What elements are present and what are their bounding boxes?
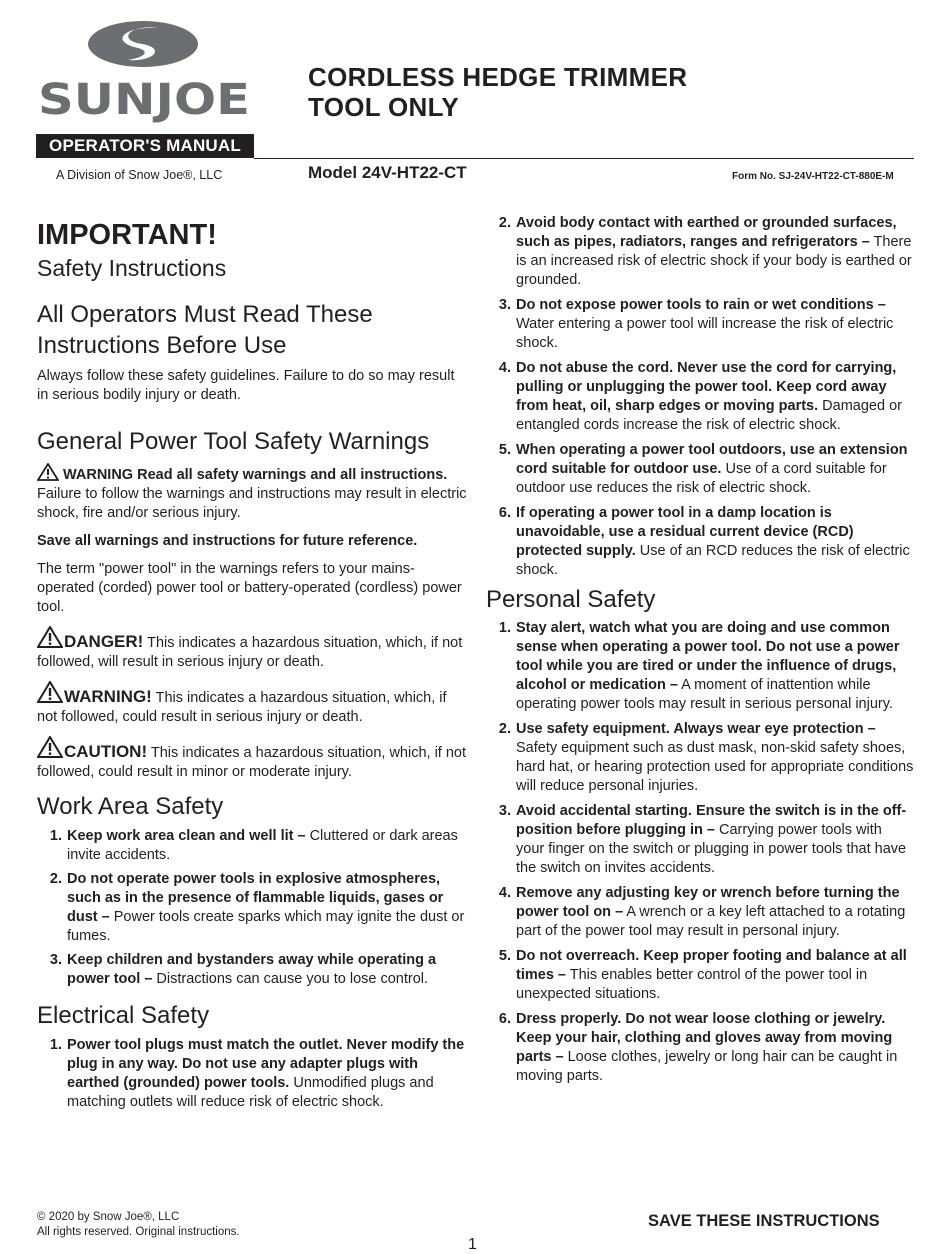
warning-triangle-icon — [37, 463, 59, 481]
form-number: Form No. SJ-24V-HT22-CT-880E-M — [732, 171, 894, 182]
list-item-bold: Avoid body contact with earthed or grounded surfaces, such as pipes, radiators, ranges and refrigerators – — [516, 215, 897, 250]
title-line-1: CORDLESS HEDGE TRIMMER — [308, 62, 688, 92]
list-item-number: 3. — [498, 297, 511, 313]
svg-text:SUNJOE: SUNJOE — [38, 75, 250, 125]
list-item-bold: Use safety equipment. Always wear eye protection – — [516, 721, 876, 737]
warning-read-all — [37, 463, 467, 523]
division-text: A Division of Snow Joe®, LLC — [56, 168, 223, 182]
list-item-number: 5. — [498, 442, 511, 458]
list-item — [37, 951, 467, 989]
sunjoe-logo — [38, 18, 258, 130]
caution-triangle-icon — [37, 736, 63, 758]
list-item-bold: Remove any adjusting key or wrench before turning the power tool on – — [516, 885, 900, 920]
left-column — [37, 216, 467, 1112]
danger-word: DANGER! — [64, 632, 144, 651]
list-item-number: 3. — [49, 952, 62, 968]
list-item — [486, 359, 914, 435]
list-item-number: 6. — [498, 505, 511, 521]
copyright-text: © 2020 by Snow Joe®, LLC — [37, 1211, 180, 1223]
list-item — [486, 947, 914, 1004]
warning-signal-triangle-icon — [37, 681, 63, 703]
warning-read-all-text: Failure to follow the warnings and instructions may result in electric shock, fire and/or serious injury. — [37, 486, 467, 521]
list-item — [486, 1010, 914, 1086]
list-item — [37, 870, 467, 946]
list-item-number: 1. — [49, 828, 62, 844]
header-rule — [254, 158, 914, 159]
list-item-text: Distractions can cause you to lose control. — [152, 971, 429, 987]
list-item-number: 5. — [498, 948, 511, 964]
caution-definition — [37, 736, 467, 782]
list-item-text: Loose clothes, jewelry or long hair can be caught in moving parts. — [516, 1049, 898, 1084]
caution-word: CAUTION! — [64, 742, 148, 761]
list-item-bold: If operating a power tool in a damp location is unavoidable, use a residual current device (RCD) protected supply. — [516, 505, 854, 559]
list-item-bold: Keep children and bystanders away while operating a power tool – — [67, 952, 437, 987]
list-item-bold: Do not overreach. Keep proper footing and balance at all times – — [516, 948, 907, 983]
list-item-text: A moment of inattention while operating power tools may result in serious personal injury. — [516, 677, 893, 712]
list-item-text: Safety equipment such as dust mask, non-skid safety shoes, hard hat, or hearing protection used for appropriate conditions will reduce personal injuries. — [516, 740, 914, 794]
work-area-heading: Work Area Safety — [37, 793, 224, 820]
footer-copyright — [37, 1210, 240, 1240]
list-item-text: Power tools create sparks which may ignite the dust or fumes. — [67, 909, 465, 944]
warning-definition — [37, 681, 467, 727]
danger-definition — [37, 626, 467, 672]
list-item-number: 1. — [498, 620, 511, 636]
personal-safety-list — [486, 619, 914, 1086]
page-number: 1 — [468, 1236, 477, 1253]
work-area-list — [37, 827, 467, 989]
safety-instructions-heading: Safety Instructions — [37, 255, 227, 281]
list-item-number: 2. — [49, 871, 62, 887]
right-column — [486, 214, 914, 1086]
power-tool-term: The term "power tool" in the warnings refers to your mains-operated (corded) power tool or battery-operated (cordless) power tool. — [37, 561, 462, 615]
warning-text: This indicates a hazardous situation, which, if not followed, could result in serious injury or death. — [37, 690, 447, 725]
warning-word: WARNING! — [64, 687, 152, 706]
list-item — [486, 441, 914, 498]
list-item-number: 6. — [498, 1011, 511, 1027]
list-item-number: 4. — [498, 360, 511, 376]
list-item-number: 2. — [498, 215, 511, 231]
list-item-bold: When operating a power tool outdoors, use an extension cord suitable for outdoor use. — [516, 442, 908, 477]
save-instructions-footer: SAVE THESE INSTRUCTIONS — [648, 1212, 880, 1230]
list-item — [486, 296, 914, 353]
list-item — [486, 720, 914, 796]
list-item-text: Cluttered or dark areas invite accidents. — [67, 828, 458, 863]
list-item-text: There is an increased risk of electric shock if your body is earthed or grounded. — [516, 234, 912, 288]
caution-text: This indicates a hazardous situation, which, if not followed, could result in minor or moderate injury. — [37, 745, 467, 780]
warning-read-all-bold: WARNING Read all safety warnings and all instructions. — [63, 467, 448, 483]
list-item-text: Damaged or entangled cords increase the risk of electric shock. — [516, 398, 902, 433]
list-item-bold: Power tool plugs must match the outlet. Never modify the plug in any way. Do not use any adapter plugs with earthed (grounded) power tools. — [67, 1037, 465, 1091]
list-item-text: Carrying power tools with your finger on the switch or plugging in power tools that have the switch on invites accidents. — [516, 822, 907, 876]
list-item — [486, 214, 914, 290]
list-item — [37, 827, 467, 865]
list-item — [486, 802, 914, 878]
personal-safety-heading: Personal Safety — [486, 586, 656, 613]
rights-text: All rights reserved. Original instructions. — [37, 1226, 240, 1238]
danger-text: This indicates a hazardous situation, which, if not followed, will result in serious injury or death. — [37, 635, 463, 670]
save-all-warnings: Save all warnings and instructions for future reference. — [37, 533, 418, 549]
list-item-number: 4. — [498, 885, 511, 901]
list-item-number: 3. — [498, 803, 511, 819]
list-item — [486, 619, 914, 714]
danger-triangle-icon — [37, 626, 63, 648]
list-item-number: 1. — [49, 1037, 62, 1053]
list-item-text: Water entering a power tool will increase the risk of electric shock. — [516, 316, 894, 351]
list-item-bold: Dress properly. Do not wear loose clothing or jewelry. Keep your hair, clothing and gloves away from moving parts – — [516, 1011, 893, 1065]
general-warnings-heading: General Power Tool Safety Warnings — [37, 428, 430, 455]
important-heading: IMPORTANT! — [37, 219, 217, 251]
list-item — [486, 884, 914, 941]
intro-text: Always follow these safety guidelines. Failure to do so may result in serious bodily injury or death. — [37, 368, 455, 403]
document-title — [308, 62, 687, 122]
list-item — [486, 504, 914, 580]
list-item-text: Use of an RCD reduces the risk of electric shock. — [516, 543, 910, 578]
electrical-list-left — [37, 1036, 467, 1112]
list-item-text: A wrench or a key left attached to a rotating part of the power tool may result in personal injury. — [516, 904, 906, 939]
list-item-bold: Do not abuse the cord. Never use the cord for carrying, pulling or unplugging the power tool. Keep cord away from heat, oil, sharp edges or moving parts. — [516, 360, 897, 414]
must-read-heading: All Operators Must Read These Instructions Before Use — [37, 301, 373, 359]
list-item-bold: Stay alert, watch what you are doing and use common sense when operating a power tool. Do not use a power tool while you are tired or under the influence of drugs, alcohol or medication – — [516, 620, 900, 693]
list-item-bold: Keep work area clean and well lit – — [67, 828, 306, 844]
list-item-text: This enables better control of the power tool in unexpected situations. — [516, 967, 868, 1002]
list-item-number: 2. — [498, 721, 511, 737]
list-item-bold: Do not expose power tools to rain or wet conditions – — [516, 297, 886, 313]
list-item-text: Use of a cord suitable for outdoor use reduces the risk of electric shock. — [516, 461, 887, 496]
operators-manual-label: OPERATOR'S MANUAL — [36, 134, 254, 158]
list-item-text: Unmodified plugs and matching outlets will reduce risk of electric shock. — [67, 1075, 434, 1110]
title-line-2: TOOL ONLY — [308, 92, 460, 122]
list-item-bold: Do not operate power tools in explosive atmospheres, such as in the presence of flammable liquids, gases or dust – — [67, 871, 444, 925]
list-item — [37, 1036, 467, 1112]
electrical-safety-heading: Electrical Safety — [37, 1002, 210, 1029]
list-item-bold: Avoid accidental starting. Ensure the switch is in the off-position before plugging in – — [516, 803, 907, 838]
electrical-list-right — [486, 214, 914, 580]
model-number: Model 24V-HT22-CT — [308, 163, 467, 182]
